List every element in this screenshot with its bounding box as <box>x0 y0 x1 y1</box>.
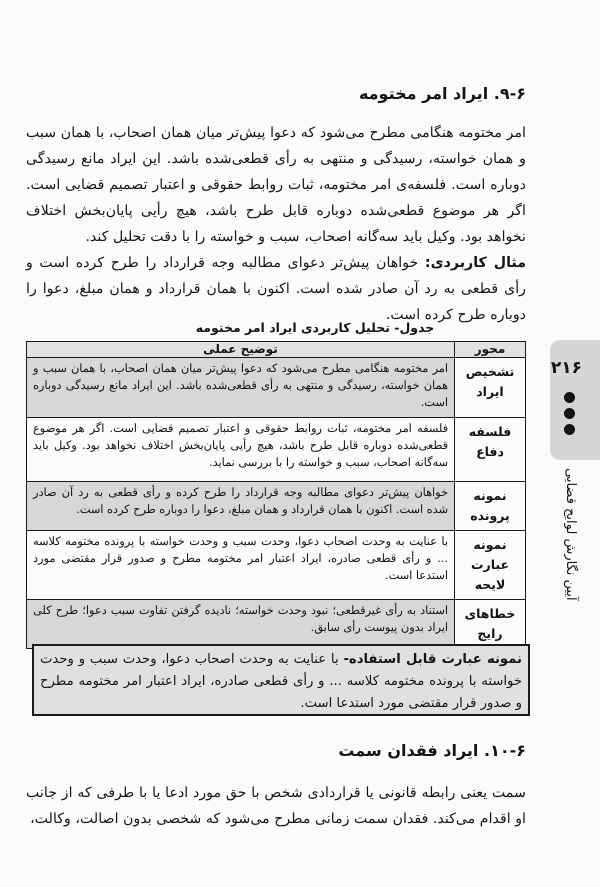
table-caption: جدول- تحلیل کاربردی ایراد امر مختومه <box>195 320 435 335</box>
table-row <box>27 418 526 482</box>
section-9-body <box>26 120 526 328</box>
row-axis: خطاهای رایج <box>455 600 526 649</box>
running-title: آیین نگارش لوایح قضایی <box>563 468 578 601</box>
row-desc: امر مختومه هنگامی مطرح می‌شود که دعوا پیش‌تر میان همان اصحاب، با همان سبب و همان خواسته، رسیدگی و منتهی به رأی قطعی‌شده باشد. این ایراد مانع رسیدگی دوباره است. <box>27 358 455 418</box>
table-header-row <box>27 342 526 358</box>
example-text: خواهان پیش‌تر دعوای مطالبه وجه قرارداد را طرح کرده است و رأی قطعی به رد آن صادر شده است. اکنون با همان قرارداد و همان مبلغ، دعوا را دوباره طرح کرده است. <box>26 255 526 323</box>
section-9-heading: ۹-۶. ایراد امر مختومه <box>358 84 526 103</box>
section-10 <box>26 741 526 760</box>
section-9 <box>26 84 526 103</box>
section-10-paragraph: سمت یعنی رابطه قانونی یا قراردادی شخص با حق مورد ادعا یا با طرفی که از جانب او اقدام می‌کند. فقدان سمت زمانی مطرح می‌شود که شخصی بدون اصالت، وکالت، <box>26 785 526 827</box>
example-label: مثال کاربردی: <box>424 255 527 271</box>
example-paragraph <box>26 250 526 328</box>
running-header <box>546 358 596 628</box>
dots-ornament-icon <box>562 392 576 440</box>
callout-text: با عنایت به وحدت اصحاب دعوا، وحدت سبب و وحدت خواسته با پرونده مختومه کلاسه ... و رأی قطعی صادره، ایراد اعتبار امر مختومه مطرح و صدور قرار مقتضی مورد استدعا است. <box>40 652 522 711</box>
header-axis: محور <box>455 342 526 358</box>
section-9-paragraph: امر مختومه هنگامی مطرح می‌شود که دعوا پیش‌تر میان همان اصحاب، با همان سبب و همان خواسته، رسیدگی و منتهی به رأی قطعی‌شده باشد. این ایراد مانع رسیدگی دوباره است. فلسفه‌ی امر مختومه، ثبات روابط حقوقی و اعتبار تصمیم قضایی است. اگر هر موضوع قطعی‌شده دوباره قابل طرح باشد، هیچ رأیی پایان‌بخش اختلاف نخواهد بود. وکیل باید سه‌گانه اصحاب، سبب و خواسته را با دقت تحلیل کند. <box>26 125 526 245</box>
table-row <box>27 600 526 649</box>
row-desc: خواهان پیش‌تر دعوای مطالبه وجه قرارداد را طرح کرده و رأی قطعی به رد آن صادر شده است. اکنون با همان قرارداد و همان مبلغ، دعوا را دوباره طرح کرده است. <box>27 482 455 531</box>
sample-phrase-box <box>32 644 530 716</box>
row-axis: فلسفه دفاع <box>455 418 526 482</box>
row-axis: تشخیص ایراد <box>455 358 526 418</box>
row-axis: نمونه پرونده <box>455 482 526 531</box>
row-desc: فلسفه امر مختومه، ثبات روابط حقوقی و اعتبار تصمیم قضایی است. اگر هر موضوع قطعی‌شده دوباره قابل طرح باشد، هیچ رأیی پایان‌بخش اختلاف نخواهد بود. وکیل باید سه‌گانه اصحاب، سبب و خواسته را با بررسی نماید. <box>27 418 455 482</box>
table-row <box>27 482 526 531</box>
row-desc: با عنایت به وحدت اصحاب دعوا، وحدت سبب و وحدت خواسته با پرونده مختومه کلاسه ... و رأی قطعی صادره، ایراد اعتبار امر مختومه مطرح و صدور قرار مقتضی مورد استدعا است. <box>27 531 455 600</box>
page-number: ۲۱۶ <box>550 358 582 378</box>
section-10-heading: ۱۰-۶. ایراد فقدان سمت <box>338 741 526 760</box>
table-row <box>27 358 526 418</box>
row-desc: استناد به رأی غیرقطعی؛ نبود وحدت خواسته؛ نادیده گرفتن تفاوت سبب دعوا؛ طرح کلی ایراد بدون پیوست رأی سابق. <box>27 600 455 649</box>
header-desc: توضیح عملی <box>27 342 455 358</box>
section-10-body <box>26 780 526 832</box>
table-row <box>27 531 526 600</box>
callout-label: نمونه عبارت قابل استفاده- <box>343 652 522 667</box>
analysis-table <box>26 341 526 649</box>
row-axis: نمونه عبارت لایحه <box>455 531 526 600</box>
